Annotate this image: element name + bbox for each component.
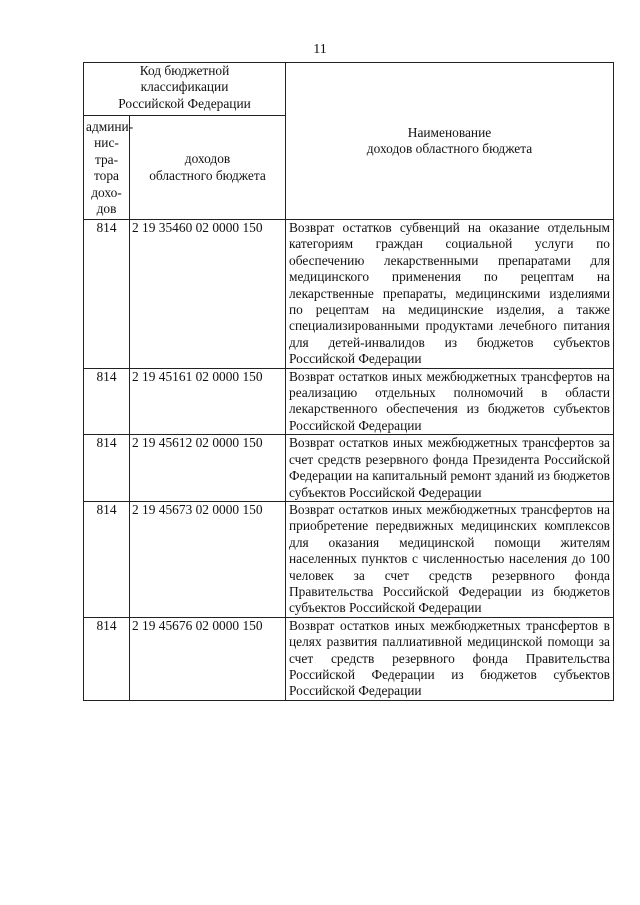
budget-code-cell: 2 19 45612 02 0000 150 [130,435,286,502]
header-admin-line: дохо- [91,184,122,200]
header-admin-line: тра- [94,151,119,167]
header-income-line: доходов [184,151,231,167]
table-row [84,368,614,435]
header-admin [84,116,134,220]
header-admin-line: админи- [86,119,134,134]
income-name-cell: Возврат остатков иных межбюджетных трансфертов в целях развития паллиативной медицинской помощи за счет средств резервного фонда Правительства Российской Федерации из бюджетов субъектов Российской Федерации [286,617,614,700]
header-income [130,116,286,220]
header-income-line: областного бюджета [149,167,266,183]
budget-code-cell: 2 19 45161 02 0000 150 [130,368,286,435]
header-kbk-line: Код бюджетной [139,63,230,78]
admin-code-cell: 814 [84,368,130,435]
header-name-line: доходов областного бюджета [366,141,533,156]
header-kbk-line: классификации [140,79,229,95]
income-name-cell: Возврат остатков субвенций на оказание отдельным категориям граждан социальной услуги по обеспечению лекарственными препаратами для медицинского применения по рецептам на лекарственные препараты, медицинскими изделиями по рецептам на медицинские изделия, а также специализированными продуктами лечебного питания для детей-инвалидов из бюджетов субъектов Российской Федерации [286,220,614,369]
admin-code-cell: 814 [84,435,130,502]
budget-code-cell: 2 19 45673 02 0000 150 [130,501,286,617]
header-row-top [84,63,614,116]
income-name-cell: Возврат остатков иных межбюджетных трансфертов на приобретение передвижных медицинских комплексов для оказания медицинской помощи жителям населенных пунктов с численностью населения до 100 человек за счет средств резервного фонда Правительства Российской Федерации из бюджетов субъектов Российской Федерации [286,501,614,617]
header-name-line: Наименование [407,124,492,140]
admin-code-cell: 814 [84,220,130,369]
header-admin-line: тора [93,168,119,184]
header-kbk [84,63,286,116]
table-row [84,617,614,700]
header-kbk-line: Российской Федерации [118,95,251,111]
budget-code-cell: 2 19 45676 02 0000 150 [130,617,286,700]
page-number: 11 [313,42,327,57]
budget-code-cell: 2 19 35460 02 0000 150 [130,220,286,369]
admin-code-cell: 814 [84,501,130,617]
table-row [84,501,614,617]
admin-code-cell: 814 [84,617,130,700]
table-row [84,220,614,369]
table-row [84,435,614,502]
budget-classification-table [83,62,614,701]
income-name-cell: Возврат остатков иных межбюджетных трансфертов за счет средств резервного фонда Президента Российской Федерации на капитальный ремонт зданий из бюджетов субъектов Российской Федерации [286,435,614,502]
header-name [286,63,614,220]
header-admin-line: дов [96,201,117,217]
header-admin-line: нис- [94,135,119,151]
income-name-cell: Возврат остатков иных межбюджетных трансфертов на реализацию отдельных полномочий в области лекарственного обеспечения из бюджетов субъектов Российской Федерации [286,368,614,435]
